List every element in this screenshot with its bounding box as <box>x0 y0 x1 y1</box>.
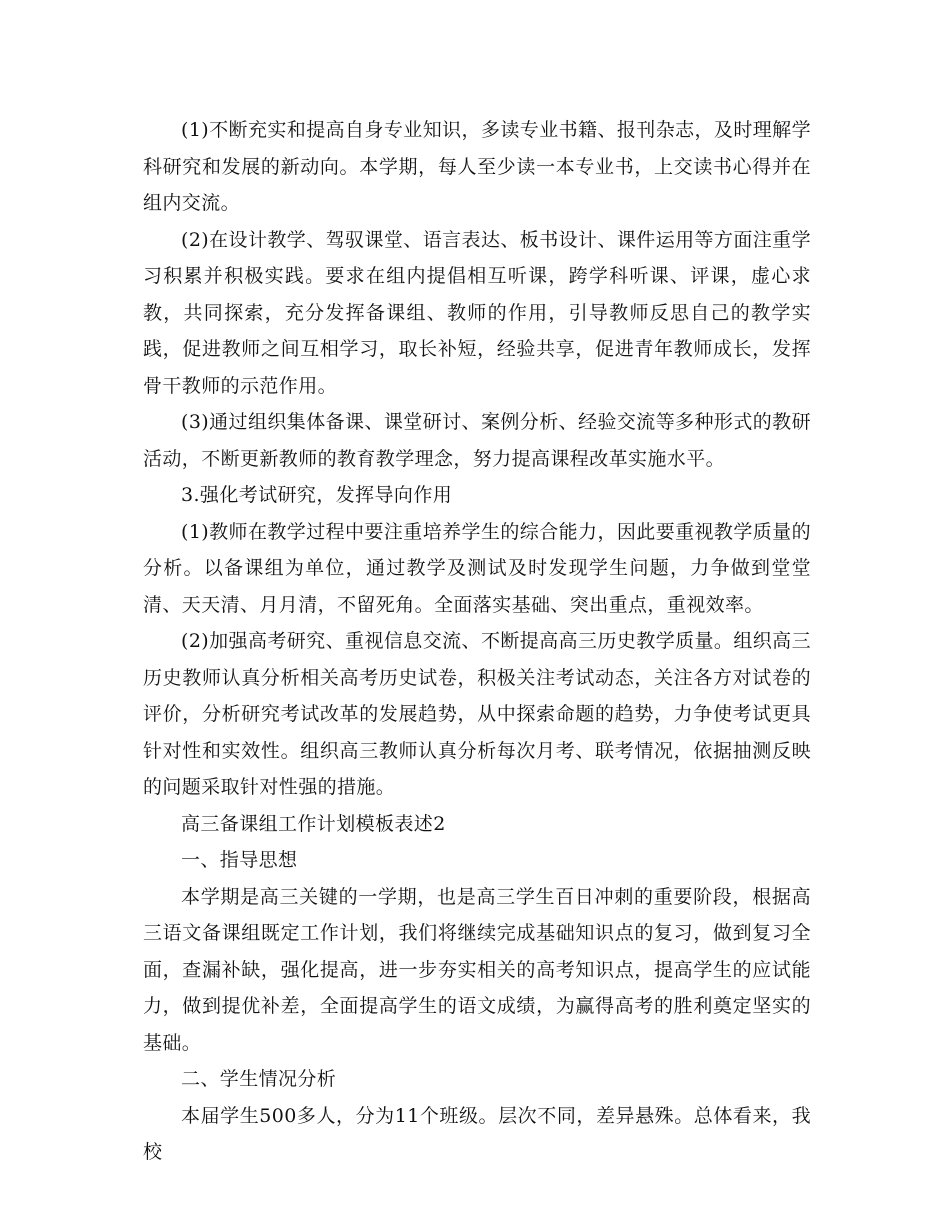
paragraph-guiding-thought: 本学期是高三关键的一学期，也是高三学生百日冲刺的重要阶段，根据高三语文备课组既定工作计划，我们将继续完成基础知识点的复习，做到复习全面，查漏补缺，强化提高，进一步夯实相关的高考知识点，提高学生的应试能力，做到提优补差，全面提高学生的语文成绩，为赢得高考的胜利奠定坚实的基础。 <box>143 885 811 1054</box>
paragraph-3-1: (1)教师在教学过程中要注重培养学生的综合能力，因此要重视教学质量的分析。以备课组为单位，通过教学及测试及时发现学生问题，力争做到堂堂清、天天清、月月清，不留死角。全面落实基础、突出重点，重视效率。 <box>143 520 811 616</box>
section-heading-guiding-thought: 一、指导思想 <box>181 849 298 871</box>
section-heading-student-analysis: 二、学生情况分析 <box>181 1068 337 1090</box>
document-body <box>143 112 811 1171</box>
paragraph-student-analysis: 本届学生500多人，分为11个班级。层次不同，差异悬殊。总体看来，我校 <box>143 1104 811 1163</box>
paragraph-1-3: (3)通过组织集体备课、课堂研讨、案例分析、经验交流等多种形式的教研活动，不断更新教师的教育教学理念，努力提高课程改革实施水平。 <box>143 411 811 470</box>
paragraph-1-2: (2)在设计教学、驾驭课堂、语言表达、板书设计、课件运用等方面注重学习积累并积极实践。要求在组内提倡相互听课，跨学科听课、评课，虚心求教，共同探索，充分发挥备课组、教师的作用，引导教师反思自己的教学实践，促进教师之间互相学习，取长补短，经验共享，促进青年教师成长，发挥骨干教师的示范作用。 <box>143 228 811 397</box>
section-heading-3: 3.强化考试研究，发挥导向作用 <box>181 484 453 506</box>
paragraph-1-1: (1)不断充实和提高自身专业知识，多读专业书籍、报刊杂志，及时理解学科研究和发展的新动向。本学期，每人至少读一本专业书，上交读书心得并在组内交流。 <box>143 119 811 214</box>
paragraph-3-2: (2)加强高考研究、重视信息交流、不断提高高三历史教学质量。组织高三历史教师认真分析相关高考历史试卷，积极关注考试动态，关注各方对试卷的评价，分析研究考试改革的发展趋势，从中探索命题的趋势，力争使考试更具针对性和实效性。组织高三教师认真分析每次月考、联考情况，依据抽测反映的问题采取针对性强的措施。 <box>143 630 811 798</box>
document-title-2: 高三备课组工作计划模板表述2 <box>181 812 446 835</box>
